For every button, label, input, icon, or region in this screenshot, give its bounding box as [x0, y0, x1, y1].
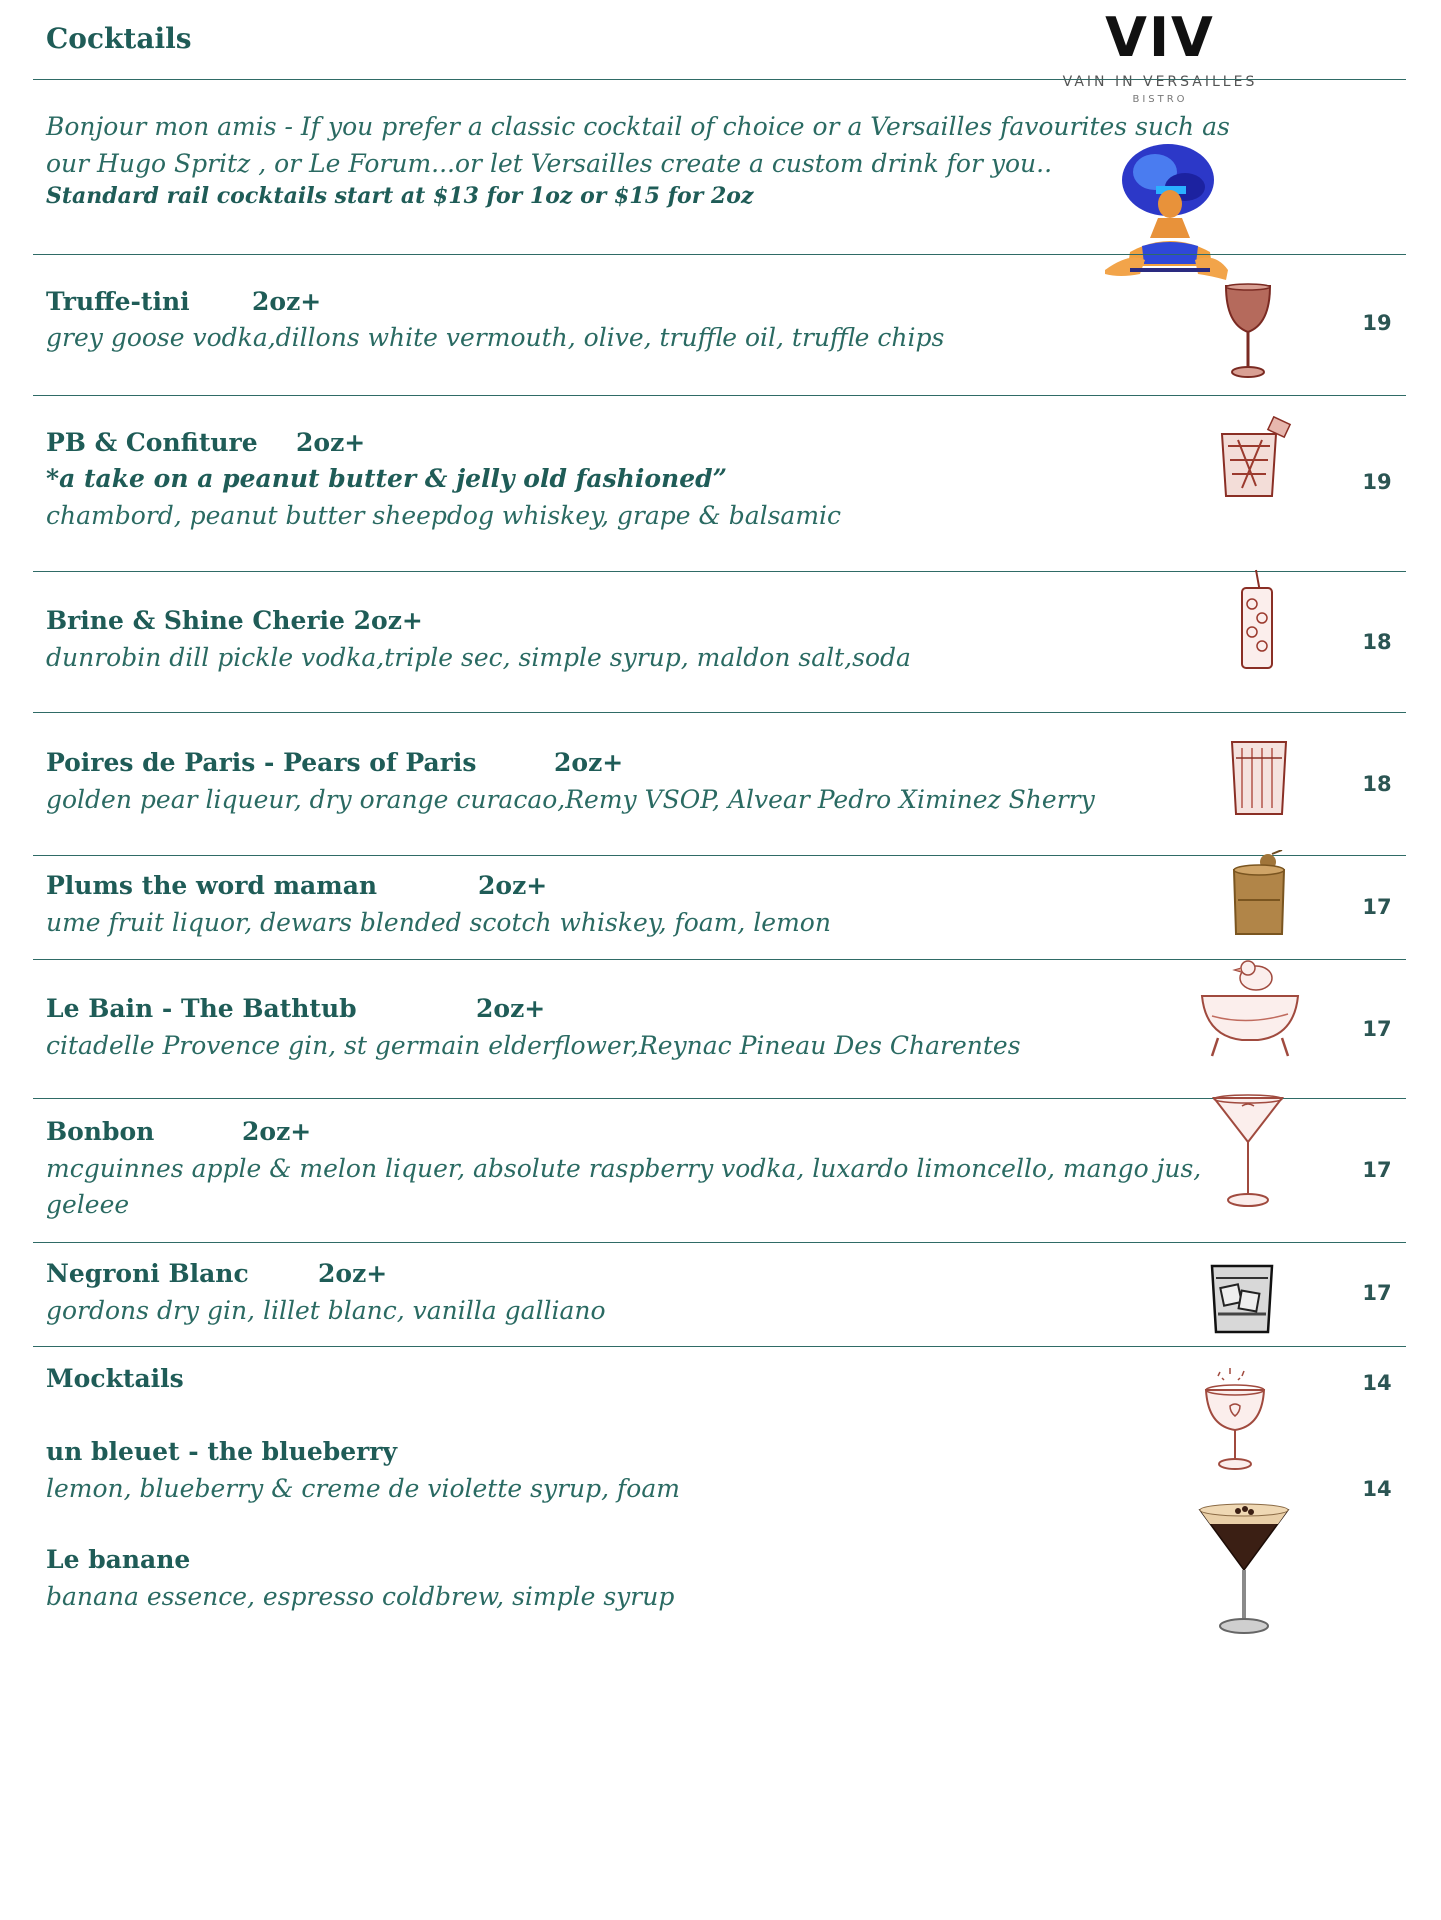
logo-wordmark: VIV [1105, 6, 1215, 69]
item-description: lemon, blueberry & creme de violette syrup, foam [46, 1474, 680, 1503]
item-name: Poires de Paris - Pears of Paris [46, 748, 477, 777]
sparkling-goblet-icon [1200, 1368, 1270, 1472]
divider [33, 712, 1406, 713]
item-description: banana essence, espresso coldbrew, simple syrup [46, 1582, 675, 1611]
item-price: 17 [1362, 1281, 1392, 1305]
item-price: 18 [1362, 772, 1392, 796]
intro-line-1: Bonjour mon amis - If you prefer a classic cocktail of choice or a Versailles favourites such as [46, 112, 1230, 141]
item-price: 19 [1362, 311, 1392, 335]
item-pour: 2oz+ [252, 287, 322, 316]
item-description: golden pear liqueur, dry orange curacao,Remy VSOP, Alvear Pedro Ximinez Sherry [46, 785, 1095, 814]
item-price: 14 [1362, 1371, 1392, 1395]
bathtub-duck-icon [1198, 956, 1302, 1062]
item-name: un bleuet - the blueberry [46, 1437, 398, 1466]
logo-subtitle: VAIN IN VERSAILLES [1062, 74, 1258, 90]
item-name: Le banane [46, 1545, 191, 1574]
divider [33, 1098, 1406, 1099]
coupe-glass-icon [1218, 280, 1278, 380]
item-description: grey goose vodka,dillons white vermouth, olive, truffle oil, truffle chips [46, 323, 945, 352]
espresso-martini-icon [1196, 1502, 1292, 1636]
divider [33, 1346, 1406, 1347]
item-description: mcguinnes apple & melon liquer, absolute raspberry vodka, luxardo limoncello, mango jus, [46, 1154, 1202, 1183]
standard-price-note: Standard rail cocktails start at $13 for 1oz or $15 for 2oz [46, 183, 754, 209]
section-title-mocktails: Mocktails [46, 1364, 184, 1393]
item-price: 14 [1362, 1477, 1392, 1501]
item-price: 17 [1362, 1017, 1392, 1041]
item-pour: 2oz+ [296, 428, 366, 457]
page-title: Cocktails [46, 22, 192, 55]
divider [33, 79, 1406, 80]
item-pour: 2oz+ [478, 871, 548, 900]
item-description: chambord, peanut butter sheepdog whiskey, grape & balsamic [46, 501, 842, 530]
logo [1060, 6, 1260, 105]
item-price: 17 [1362, 895, 1392, 919]
intro-line-2: our Hugo Spritz , or Le Forum...or let Versailles create a custom drink for you.. [46, 149, 1053, 178]
item-pour: 2oz+ [476, 994, 546, 1023]
divider [33, 571, 1406, 572]
item-pour: 2oz+ [554, 748, 624, 777]
item-name: Plums the word maman [46, 871, 378, 900]
item-name: Truffe-tini [46, 287, 190, 316]
item-price: 17 [1362, 1158, 1392, 1182]
old-fashioned-glass-icon [1228, 850, 1292, 940]
divider [33, 254, 1406, 255]
divider [33, 855, 1406, 856]
item-description-cont: geleee [46, 1190, 130, 1219]
lady-illustration-icon [1100, 142, 1230, 294]
item-description: dunrobin dill pickle vodka,triple sec, simple syrup, maldon salt,soda [46, 643, 911, 672]
item-description: ume fruit liquor, dewars blended scotch whiskey, foam, lemon [46, 908, 831, 937]
item-tagline: *a take on a peanut butter & jelly old fashioned” [46, 464, 727, 493]
item-description: gordons dry gin, lillet blanc, vanilla galliano [46, 1296, 606, 1325]
tumbler-glass-icon [1228, 738, 1290, 818]
item-name: PB & Confiture [46, 428, 258, 457]
item-pour: 2oz+ [242, 1117, 312, 1146]
item-name: Brine & Shine Cherie 2oz+ [46, 606, 423, 635]
item-price: 19 [1362, 470, 1392, 494]
item-pour: 2oz+ [318, 1259, 388, 1288]
item-price: 18 [1362, 630, 1392, 654]
logo-bistro: BISTRO [1132, 94, 1188, 105]
divider [33, 395, 1406, 396]
item-name: Bonbon [46, 1117, 155, 1146]
menu-item [46, 287, 190, 316]
highball-glass-icon [1236, 568, 1280, 672]
item-name: Le Bain - The Bathtub [46, 994, 357, 1023]
rocks-glass-icon [1216, 416, 1296, 502]
item-description: citadelle Provence gin, st germain elderflower,Reynac Pineau Des Charentes [46, 1031, 1021, 1060]
divider [33, 1242, 1406, 1243]
ice-rocks-glass-icon [1208, 1262, 1276, 1336]
martini-glass-icon [1210, 1092, 1286, 1210]
item-name: Negroni Blanc [46, 1259, 249, 1288]
